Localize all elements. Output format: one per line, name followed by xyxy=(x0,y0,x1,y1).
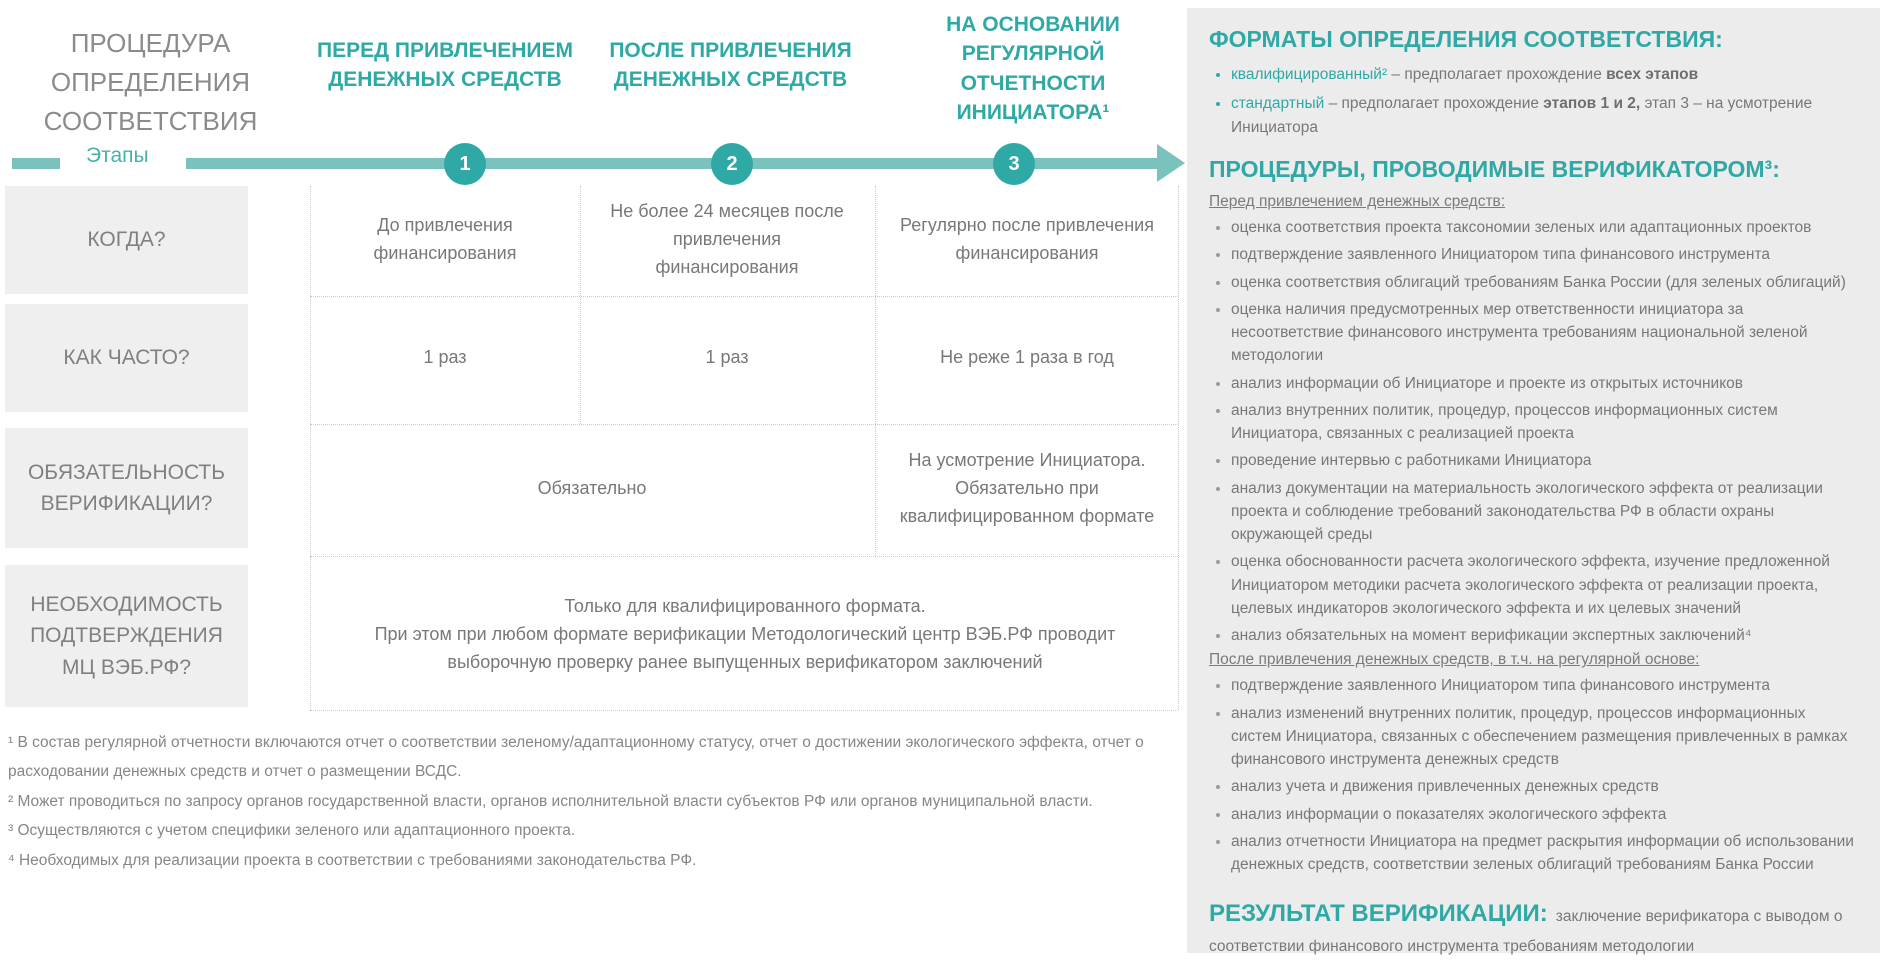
column-header-line: ИНИЦИАТОРА¹ xyxy=(956,101,1110,125)
format-tail: этап 3 – на усмотрение Инициатора xyxy=(1231,95,1813,137)
format-item-qualified xyxy=(1231,63,1858,87)
table-divider xyxy=(310,556,1178,557)
stages-label: Этапы xyxy=(86,144,149,167)
cell-when-stage2: Не более 24 месяцев после привлечения финансирования xyxy=(610,201,844,277)
diagram-title-line: ОПРЕДЕЛЕНИЯ xyxy=(50,67,251,97)
cell-mc-veb-rest: При этом при любом формате верификации Методологический центр ВЭБ.РФ проводит выборочную проверку ранее выпущенных верификатором заключений xyxy=(374,624,1116,672)
procedures-after-subheading: После привлечения денежных средств, в т.ч. на регулярной основе: xyxy=(1209,651,1700,669)
cell-how-often-stage3: Не реже 1 раза в год xyxy=(940,347,1114,368)
procedure-item: • подтверждение заявленного Инициатором типа финансового инструмента xyxy=(1231,674,1858,697)
procedure-item: • анализ информации о показателях экологического эффекта xyxy=(1231,803,1858,826)
table-divider xyxy=(310,710,1178,711)
formats-heading: ФОРМАТЫ ОПРЕДЕЛЕНИЯ СООТВЕТСТВИЯ: xyxy=(1209,26,1723,52)
column-header-line: ДЕНЕЖНЫХ СРЕДСТВ xyxy=(328,68,562,92)
footnote-4: ⁴ Необходимых для реализации проекта в соответствии с требованиями законодательства РФ. xyxy=(8,851,697,869)
procedure-item: • анализ изменений внутренних политик, процедур, процессов информационных систем Инициатора, связанных с обеспечением размещения привлеченных в рамках финансового инструмента денежных средств xyxy=(1231,702,1858,772)
procedures-heading: ПРОЦЕДУРЫ, ПРОВОДИМЫЕ ВЕРИФИКАТОРОМ³: xyxy=(1209,156,1780,183)
cell-verification-stage3: На усмотрение Инициатора. Обязательно при квалифицированном формате xyxy=(899,450,1155,526)
format-bold: всех этапов xyxy=(1606,66,1699,83)
result-text: заключение верификатора с выводом о соответствии финансового инструмента требованиям методологии xyxy=(1209,908,1843,955)
stage-axis-arrowhead-icon xyxy=(1157,144,1185,182)
procedure-item: • анализ отчетности Инициатора на предмет раскрытия информации об использовании денежных средств, соответствии зеленых облигаций требованиям Банка России xyxy=(1231,830,1858,877)
footnote-3: ³ Осуществляются с учетом специфики зеленого или адаптационного проекта. xyxy=(8,822,576,840)
format-mid: – предполагает прохождение xyxy=(1324,95,1544,113)
column-header-line: ПЕРЕД ПРИВЛЕЧЕНИЕМ xyxy=(316,39,573,62)
table-divider xyxy=(310,296,1178,297)
procedure-item: • оценка обоснованности расчета экологического эффекта, изучение предложенной Инициатором методики расчета экологического эффекта от реализации проекта, целевых индикаторов экологического эффекта и их целевых значений xyxy=(1231,550,1858,620)
result-block xyxy=(1209,894,1858,959)
procedure-item: • анализ информации об Инициаторе и проекте из открытых источников xyxy=(1231,372,1858,395)
procedure-item: • анализ документации на материальность экологического эффекта от реализации проекта и соблюдение требований законодательства РФ в области охраны окружающей среды xyxy=(1231,477,1858,547)
table-divider xyxy=(1178,186,1179,710)
procedure-item: • анализ обязательных на момент верификации экспертных заключений⁴ xyxy=(1231,624,1858,647)
column-header-before-funding xyxy=(300,36,590,95)
procedures-before-list xyxy=(1209,216,1858,647)
row-header-how-often: КАК ЧАСТО? xyxy=(5,304,248,412)
footnote-2: ² Может проводиться по запросу органов государственной власти, органов исполнительной власти субъектов РФ или органов муниципальной власти. xyxy=(8,792,1093,810)
format-item-standard xyxy=(1231,92,1858,140)
column-header-line: РЕГУЛЯРНОЙ ОТЧЕТНОСТИ xyxy=(960,42,1106,95)
format-mid: – предполагает прохождение xyxy=(1387,66,1607,83)
cell-how-often-stage2: 1 раз xyxy=(705,347,749,368)
cell-when-stage3: Регулярно после привлечения финансирования xyxy=(900,215,1154,263)
cell-mc-veb-all-stages xyxy=(345,562,1145,708)
procedures-before-subheading: Перед привлечением денежных средств: xyxy=(1209,193,1506,211)
footnote-1: ¹ В состав регулярной отчетности включаются отчет о соответствии зеленому/адаптационному статусу, отчет о достижении экологического эффекта, отчет о расходовании денежных средств и отчет о размещении ВСДС. xyxy=(8,734,1144,781)
column-header-line: НА ОСНОВАНИИ xyxy=(946,13,1120,36)
table-divider xyxy=(580,186,581,424)
stage-axis-start-bar xyxy=(12,158,60,169)
diagram-title-line: ПРОЦЕДУРА xyxy=(70,28,231,58)
cell-when-stage1: До привлечения финансирования xyxy=(373,215,517,263)
formats-list xyxy=(1209,63,1858,140)
column-header-after-funding xyxy=(588,36,873,95)
row-header-when: КОГДА? xyxy=(5,186,248,294)
column-header-line: ДЕНЕЖНЫХ СРЕДСТВ xyxy=(613,68,848,92)
format-term: стандартный xyxy=(1231,95,1325,113)
table-divider xyxy=(875,186,876,556)
table-divider xyxy=(310,424,1178,425)
procedure-item: • анализ учета и движения привлеченных денежных средств xyxy=(1231,775,1858,798)
stage-circle-3: 3 xyxy=(993,143,1035,185)
procedure-item: • оценка соответствия облигаций требованиям Банка России (для зеленых облигаций) xyxy=(1231,271,1858,294)
info-panel xyxy=(1187,8,1880,953)
diagram-title-line: СООТВЕТСТВИЯ xyxy=(43,106,258,136)
cell-mc-veb-line1: Только для квалифицированного формата. xyxy=(564,596,926,617)
stage-circle-2: 2 xyxy=(711,143,753,185)
procedure-item: • проведение интервью с работниками Инициатора xyxy=(1231,449,1858,472)
row-header-mc-veb-confirmation: НЕОБХОДИМОСТЬ ПОДТВЕРЖДЕНИЯ МЦ ВЭБ.РФ? xyxy=(5,565,248,707)
diagram-title xyxy=(28,24,273,141)
table-divider xyxy=(310,186,311,710)
cell-verification-stages1-2: Обязательно xyxy=(537,478,647,499)
procedure-item: • подтверждение заявленного Инициатором типа финансового инструмента xyxy=(1231,243,1858,266)
column-header-regular-reporting xyxy=(888,10,1178,128)
stage-circle-1: 1 xyxy=(444,143,486,185)
format-term: квалифицированный² xyxy=(1231,66,1388,83)
format-bold: этапов 1 и 2, xyxy=(1543,95,1641,113)
row-header-verification-obligation: ОБЯЗАТЕЛЬНОСТЬ ВЕРИФИКАЦИИ? xyxy=(5,428,248,548)
footnotes xyxy=(8,728,1173,875)
procedures-after-list xyxy=(1209,674,1858,876)
result-heading: РЕЗУЛЬТАТ ВЕРИФИКАЦИИ: xyxy=(1209,900,1548,928)
procedure-item: • анализ внутренних политик, процедур, процессов информационных систем Инициатора, связанных с реализацией проекта xyxy=(1231,399,1858,446)
procedure-item: • оценка соответствия проекта таксономии зеленых или адаптационных проектов xyxy=(1231,216,1858,239)
cell-how-often-stage1: 1 раз xyxy=(423,347,467,368)
column-header-line: ПОСЛЕ ПРИВЛЕЧЕНИЯ xyxy=(609,39,852,62)
procedure-item: • оценка наличия предусмотренных мер ответственности инициатора за несоответствие финансового инструмента требованиям национальной зеленой методологии xyxy=(1231,298,1858,368)
